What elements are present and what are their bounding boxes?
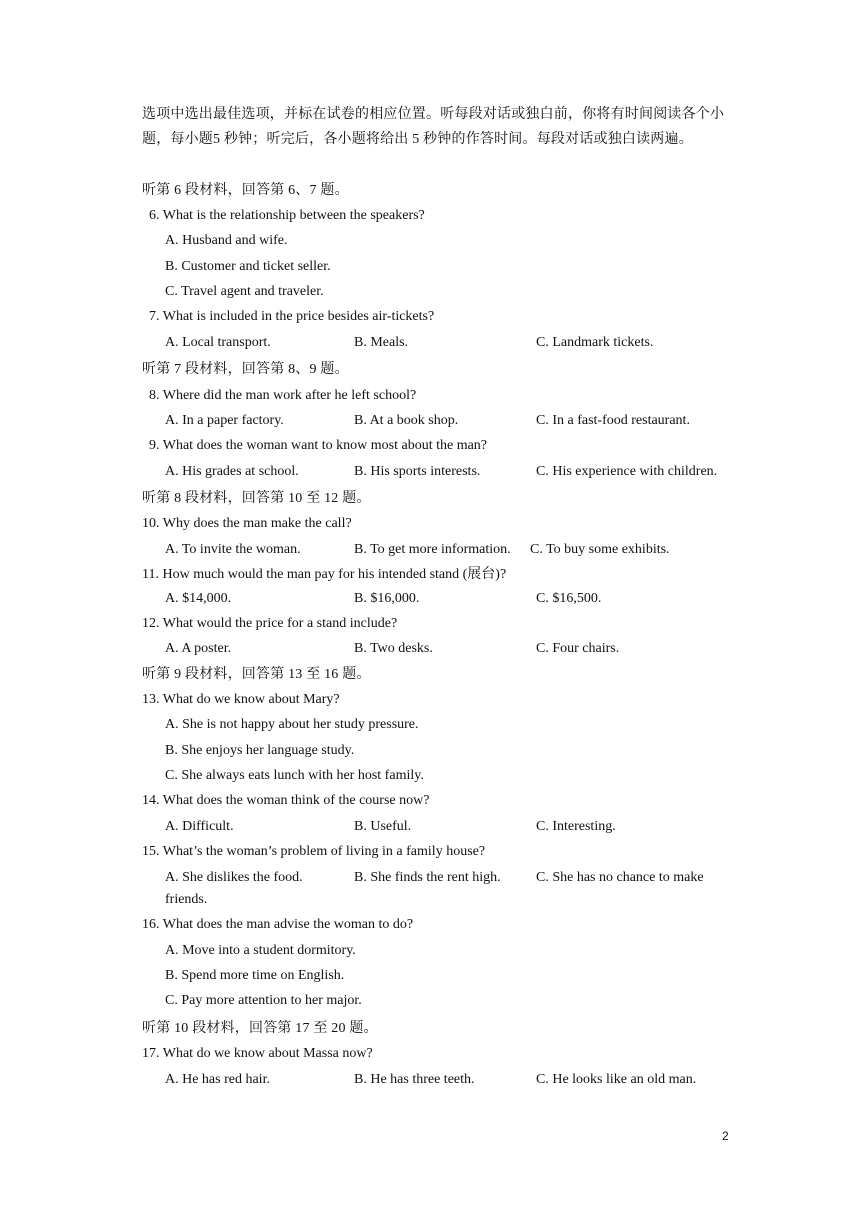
intro-line-1: 选项中选出最佳选项，并标在试卷的相应位置。听每段对话或独白前，你将有时间阅读各个小 [142,107,725,122]
question-6-stem: 6. What is the relationship between the speakers? [149,208,425,223]
section-heading-9: 听第 9 段材料，回答第 13 至 16 题。 [142,667,371,682]
question-11-stem: 11. How much would the man pay for his intended stand (展台)? [142,567,507,582]
question-17-stem: 17. What do we know about Massa now? [142,1046,373,1061]
question-16-option-a: A. Move into a student dormitory. [165,943,356,958]
section-heading-7: 听第 7 段材料，回答第 8、9 题。 [142,362,349,377]
question-17-option-b: B. He has three teeth. [354,1072,475,1087]
question-7-option-b: B. Meals. [354,335,409,350]
question-11-option-c: C. $16,500. [536,591,602,606]
question-6-option-a: A. Husband and wife. [165,233,288,248]
question-7-option-c: C. Landmark tickets. [536,335,654,350]
question-9-option-b: B. His sports interests. [354,464,481,479]
question-12-option-b: B. Two desks. [354,641,433,656]
question-10-option-b: B. To get more information. [354,542,511,557]
section-heading-8: 听第 8 段材料，回答第 10 至 12 题。 [142,491,371,506]
question-17-option-a: A. He has red hair. [165,1072,270,1087]
question-7-stem: 7. What is included in the price besides air-tickets? [149,309,435,324]
question-16-option-c: C. Pay more attention to her major. [165,993,362,1008]
question-14-option-b: B. Useful. [354,819,412,834]
question-9-stem: 9. What does the woman want to know most about the man? [149,438,488,453]
question-6-option-b: B. Customer and ticket seller. [165,259,331,274]
intro-line-2: 题，每小题5 秒钟；听完后，各小题将给出 5 秒钟的作答时间。每段对话或独白读两遍。 [142,132,693,147]
question-7-option-a: A. Local transport. [165,335,271,350]
question-10-option-a: A. To invite the woman. [165,542,301,557]
question-9-option-c: C. His experience with children. [536,464,718,479]
question-14-stem: 14. What does the woman think of the course now? [142,793,430,808]
question-11-option-a: A. $14,000. [165,591,232,606]
section-heading-6: 听第 6 段材料，回答第 6、7 题。 [142,183,349,198]
question-13-option-a: A. She is not happy about her study pressure. [165,717,419,732]
section-heading-10: 听第 10 段材料，回答第 17 至 20 题。 [142,1021,378,1036]
question-15-option-c: C. She has no chance to make [536,870,704,885]
question-14-option-a: A. Difficult. [165,819,234,834]
page-number: 2 [722,1129,729,1143]
question-12-stem: 12. What would the price for a stand include? [142,616,398,631]
question-14-option-c: C. Interesting. [536,819,616,834]
question-15-option-b: B. She finds the rent high. [354,870,501,885]
question-17-option-c: C. He looks like an old man. [536,1072,697,1087]
question-10-option-c: C. To buy some exhibits. [530,542,670,557]
question-8-option-a: A. In a paper factory. [165,413,284,428]
question-6-option-c: C. Travel agent and traveler. [165,284,324,299]
question-8-option-c: C. In a fast-food restaurant. [536,413,690,428]
question-8-option-b: B. At a book shop. [354,413,459,428]
question-13-option-c: C. She always eats lunch with her host family. [165,768,424,783]
question-11-option-b: B. $16,000. [354,591,420,606]
question-13-stem: 13. What do we know about Mary? [142,692,340,707]
question-13-option-b: B. She enjoys her language study. [165,743,355,758]
question-9-option-a: A. His grades at school. [165,464,299,479]
question-16-stem: 16. What does the man advise the woman to do? [142,917,414,932]
question-8-stem: 8. Where did the man work after he left school? [149,388,417,403]
question-15-option-c-continued: friends. [165,892,208,907]
question-12-option-c: C. Four chairs. [536,641,620,656]
question-10-stem: 10. Why does the man make the call? [142,516,352,531]
question-12-option-a: A. A poster. [165,641,232,656]
question-16-option-b: B. Spend more time on English. [165,968,345,983]
question-15-stem: 15. What’s the woman’s problem of living in a family house? [142,844,486,859]
question-15-option-a: A. She dislikes the food. [165,870,303,885]
